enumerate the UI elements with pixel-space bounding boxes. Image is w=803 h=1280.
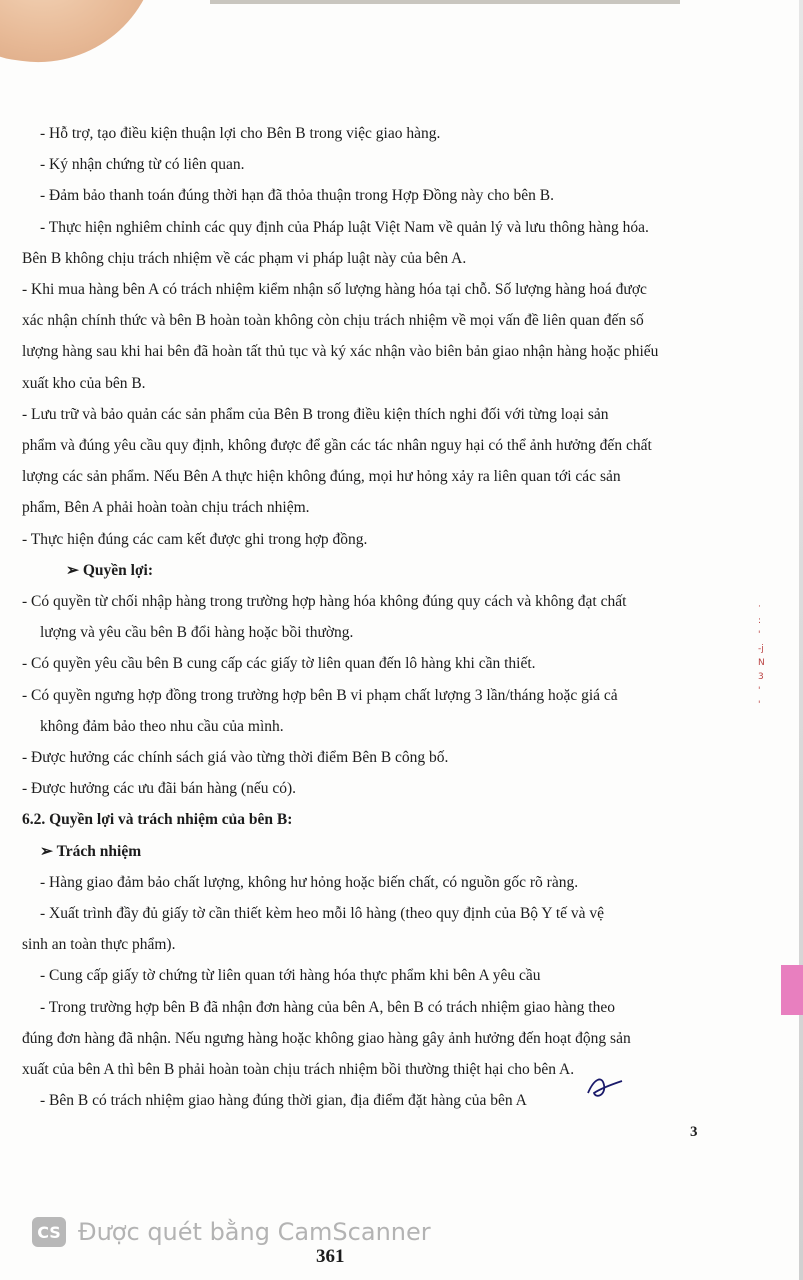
finger-edge [0, 0, 158, 78]
text-line: đúng đơn hàng đã nhận. Nếu ngưng hàng hoặc không giao hàng gây ảnh hưởng đến hoạt động sản [22, 1029, 631, 1047]
text-line: xuất kho của bên B. [22, 374, 146, 392]
contract-body-text [22, 118, 712, 1117]
text-line: - Khi mua hàng bên A có trách nhiệm kiểm nhận số lượng hàng hóa tại chỗ. Số lượng hàng hoá được [22, 281, 647, 299]
text-line: - Hỗ trợ, tạo điều kiện thuận lợi cho Bên B trong việc giao hàng. [40, 125, 441, 142]
text-line: lượng và yêu cầu bên B đổi hàng hoặc bồi thường. [40, 624, 354, 642]
text-line: không đảm bảo theo nhu cầu của mình. [40, 717, 284, 735]
pink-sticky-tab [781, 965, 803, 1015]
text-line: - Trong trường hợp bên B đã nhận đơn hàng của bên A, bên B có trách nhiệm giao hàng theo [40, 998, 615, 1016]
text-line: - Thực hiện đúng các cam kết được ghi trong hợp đồng. [22, 530, 368, 548]
text-line: - Xuất trình đầy đủ giấy tờ cần thiết kèm heo mỗi lô hàng (theo quy định của Bộ Y tế và vệ [40, 905, 605, 923]
book-page-number: 361 [316, 1246, 345, 1267]
text-line: - Đảm bảo thanh toán đúng thời hạn đã thỏa thuận trong Hợp Đồng này cho bên B. [40, 187, 555, 205]
page-number: 3 [690, 1124, 698, 1140]
text-line: lượng hàng sau khi hai bên đã hoàn tất thủ tục và ký xác nhận vào biên bản giao nhận hàng hoặc phiếu [22, 343, 659, 361]
text-line: lượng các sản phẩm. Nếu Bên A thực hiện không đúng, mọi hư hỏng xảy ra liên quan tới các sản [22, 468, 621, 486]
text-line: - Có quyền yêu cầu bên B cung cấp các giấy tờ liên quan đến lô hàng khi cần thiết. [22, 655, 536, 673]
handwritten-initials [584, 1071, 624, 1101]
right-page-edge [799, 0, 803, 1280]
text-line: - Thực hiện nghiêm chỉnh các quy định của Pháp luật Việt Nam về quản lý và lưu thông hàng hóa. [40, 218, 649, 236]
margin-marks: · : ' -j N 3 ' ' [758, 602, 765, 710]
camscanner-logo-icon: CS [32, 1217, 66, 1247]
text-line: - Bên B có trách nhiệm giao hàng đúng thời gian, địa điểm đặt hàng của bên A [40, 1092, 527, 1110]
top-shadow-strip [210, 0, 680, 4]
text-line: - Được hưởng các ưu đãi bán hàng (nếu có). [22, 780, 296, 798]
text-line: phẩm và đúng yêu cầu quy định, không được để gần các tác nhân nguy hại có thể ảnh hưởng đến chất [22, 437, 652, 455]
text-line: phẩm, Bên A phải hoàn toàn chịu trách nhiệm. [22, 499, 310, 517]
text-line: - Ký nhận chứng từ có liên quan. [40, 156, 245, 174]
text-line: ➢ Trách nhiệm [40, 842, 142, 860]
text-line: 6.2. Quyền lợi và trách nhiệm của bên B: [22, 811, 293, 829]
text-line: - Có quyền ngưng hợp đồng trong trường hợp bên B vi phạm chất lượng 3 lần/tháng hoặc giá cả [22, 686, 618, 704]
text-line: - Lưu trữ và bảo quản các sản phẩm của Bên B trong điều kiện thích nghi đối với từng loại sản [22, 405, 609, 423]
text-line: - Hàng giao đảm bảo chất lượng, không hư hỏng hoặc biến chất, có nguồn gốc rõ ràng. [40, 873, 579, 891]
text-line: - Cung cấp giấy tờ chứng từ liên quan tới hàng hóa thực phẩm khi bên A yêu cầu [40, 967, 541, 985]
text-line: ➢ Quyền lợi: [66, 561, 154, 579]
camscanner-watermark [32, 1215, 431, 1249]
text-line: - Có quyền từ chối nhập hàng trong trường hợp hàng hóa không đúng quy cách và không đạt chất [22, 593, 627, 611]
text-line: - Được hưởng các chính sách giá vào từng thời điểm Bên B công bố. [22, 749, 449, 767]
text-line: Bên B không chịu trách nhiệm về các phạm vi pháp luật này của bên A. [22, 249, 467, 267]
text-line: xuất của bên A thì bên B phải hoàn toàn chịu trách nhiệm bồi thường thiệt hại cho bên A. [22, 1061, 575, 1079]
text-line: xác nhận chính thức và bên B hoàn toàn không còn chịu trách nhiệm về mọi vấn đề liên quan đến số [22, 312, 644, 330]
text-line: sinh an toàn thực phẩm). [22, 936, 176, 954]
watermark-text: Được quét bằng CamScanner [78, 1218, 431, 1246]
